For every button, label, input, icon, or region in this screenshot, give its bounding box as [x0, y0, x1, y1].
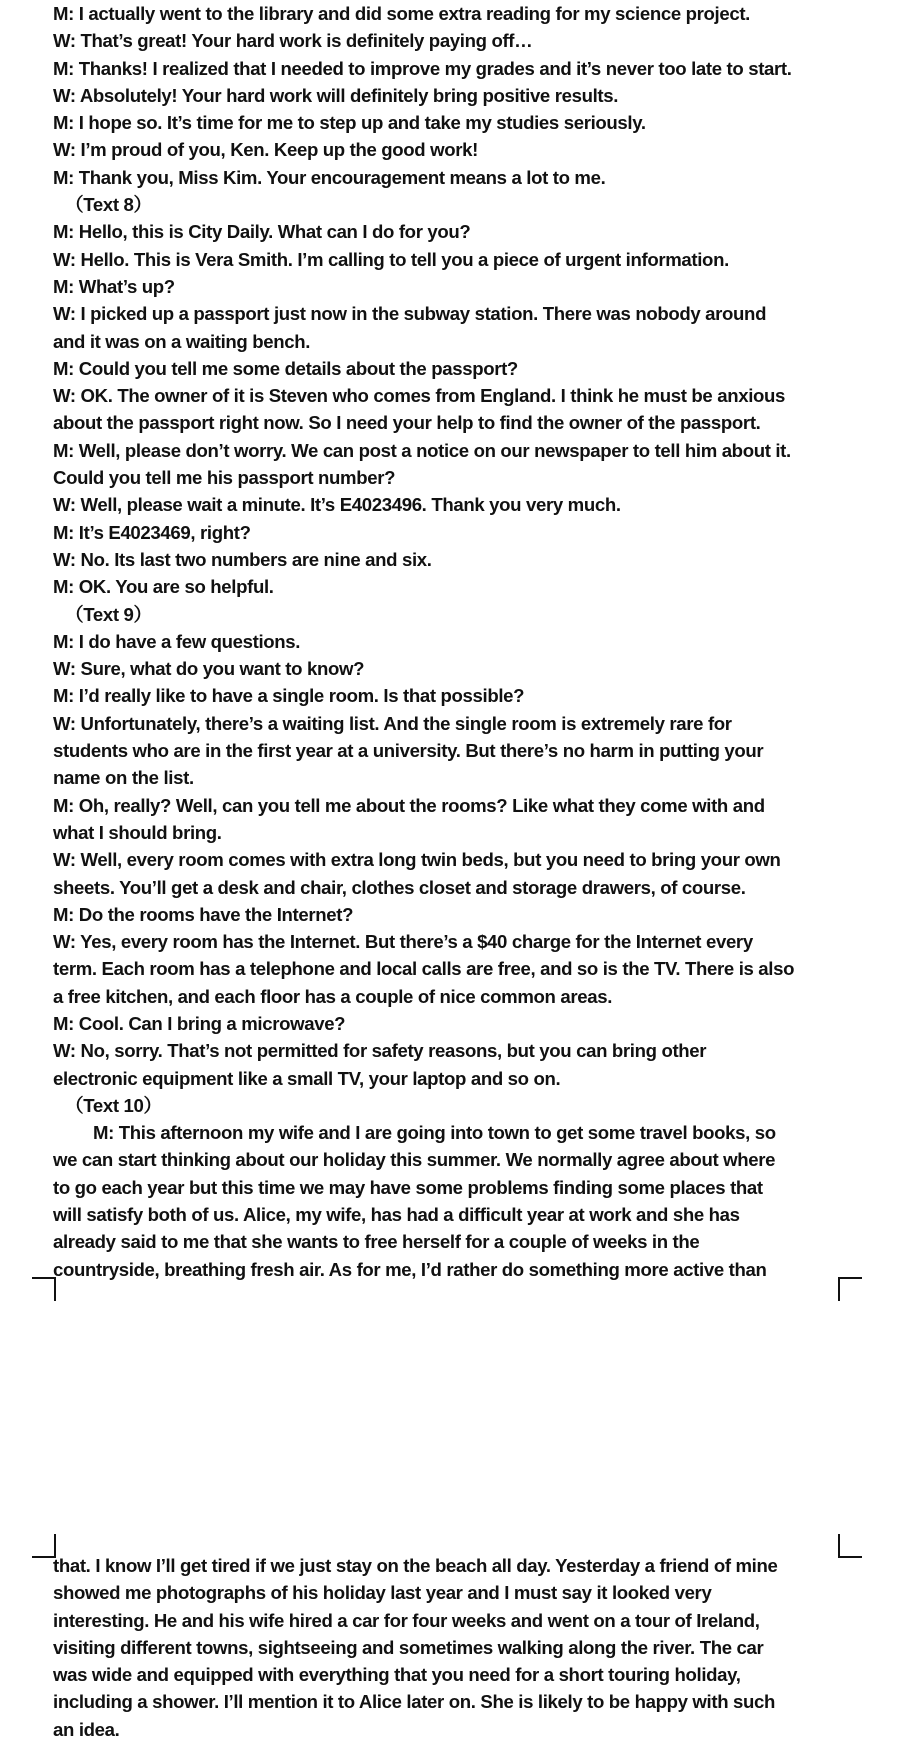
- text-line: M: Do the rooms have the Internet?: [53, 903, 354, 925]
- text-line: M: I hope so. It’s time for me to step up and take my studies seriously.: [53, 112, 646, 134]
- text-line: W: Yes, every room has the Internet. But there’s a $40 charge for the Internet every: [53, 931, 753, 953]
- text-line: countryside, breathing fresh air. As for me, I’d rather do something more active than: [53, 1258, 767, 1280]
- text-line: M: Could you tell me some details about the passport?: [53, 357, 518, 379]
- section-label: （Text 10）: [65, 1094, 162, 1116]
- text-line: M: I do have a few questions.: [53, 630, 301, 652]
- text-line: M: OK. You are so helpful.: [53, 576, 274, 598]
- text-line: term. Each room has a telephone and local calls are free, and so is the TV. There is also: [53, 958, 795, 980]
- text-line: Could you tell me his passport number?: [53, 467, 396, 489]
- text-line: M: I actually went to the library and did some extra reading for my science project.: [53, 3, 750, 24]
- text-line: M: What’s up?: [53, 275, 175, 297]
- text-line: we can start thinking about our holiday this summer. We normally agree about where: [53, 1149, 776, 1171]
- text-line: visiting different towns, sightseeing and sometimes walking along the river. The car: [53, 1636, 764, 1658]
- text-line: W: That’s great! Your hard work is definitely paying off…: [53, 30, 533, 52]
- text-line: M: Oh, really? Well, can you tell me about the rooms? Like what they come with and: [53, 794, 765, 816]
- text-line: M: I’d really like to have a single room. Is that possible?: [53, 685, 525, 707]
- text-line: M: Thank you, Miss Kim. Your encouragement means a lot to me.: [53, 166, 606, 188]
- text-line: W: OK. The owner of it is Steven who comes from England. I think he must be anxious: [53, 385, 786, 407]
- text-line: to go each year but this time we may have some problems finding some places that: [53, 1176, 763, 1198]
- text-line: W: I’m proud of you, Ken. Keep up the good work!: [53, 139, 478, 161]
- text-line: W: No, sorry. That’s not permitted for safety reasons, but you can bring other: [53, 1040, 707, 1062]
- text-line: including a shower. I’ll mention it to Alice later on. She is likely to be happy with such: [53, 1691, 776, 1713]
- text-line: will satisfy both of us. Alice, my wife, has had a difficult year at work and she has: [53, 1204, 740, 1226]
- crop-mark-top-right: [838, 1277, 862, 1301]
- text-line: W: Unfortunately, there’s a waiting list. And the single room is extremely rare for: [53, 712, 732, 734]
- text-line: what I should bring.: [53, 821, 222, 843]
- text-line: W: No. Its last two numbers are nine and six.: [53, 548, 432, 570]
- text-line: that. I know I’ll get tired if we just stay on the beach all day. Yesterday a friend of mine: [53, 1555, 778, 1576]
- text-line: an idea.: [53, 1718, 120, 1740]
- text-line: M: Well, please don’t worry. We can post a notice on our newspaper to tell him about it.: [53, 439, 791, 461]
- transcript-text-top: [53, 0, 883, 1283]
- text-line: W: Well, every room comes with extra long twin beds, but you need to bring your own: [53, 849, 781, 871]
- text-line: W: Hello. This is Vera Smith. I’m calling to tell you a piece of urgent information.: [53, 248, 729, 270]
- text-line: M: It’s E4023469, right?: [53, 521, 251, 543]
- text-line: M: This afternoon my wife and I are going into town to get some travel books, so: [93, 1122, 776, 1144]
- text-line: students who are in the first year at a university. But there’s no harm in putting your: [53, 740, 764, 762]
- text-line: name on the list.: [53, 767, 194, 789]
- crop-mark-top-left: [32, 1277, 56, 1301]
- transcript-text-bottom: [53, 1552, 883, 1743]
- text-line: electronic equipment like a small TV, your laptop and so on.: [53, 1067, 561, 1089]
- text-line: W: Well, please wait a minute. It’s E4023496. Thank you very much.: [53, 494, 621, 516]
- text-line: W: I picked up a passport just now in the subway station. There was nobody around: [53, 303, 767, 325]
- text-line: interesting. He and his wife hired a car for four weeks and went on a tour of Ireland,: [53, 1609, 760, 1631]
- text-line: M: Hello, this is City Daily. What can I do for you?: [53, 221, 471, 243]
- section-label: （Text 9）: [65, 603, 152, 625]
- text-line: and it was on a waiting bench.: [53, 330, 311, 352]
- text-line: a free kitchen, and each floor has a couple of nice common areas.: [53, 985, 613, 1007]
- text-line: sheets. You’ll get a desk and chair, clothes closet and storage drawers, of course.: [53, 876, 746, 898]
- text-line: showed me photographs of his holiday last year and I must say it looked very: [53, 1582, 712, 1604]
- text-line: W: Sure, what do you want to know?: [53, 658, 365, 680]
- text-line: already said to me that she wants to free herself for a couple of weeks in the: [53, 1231, 700, 1253]
- section-label: （Text 8）: [65, 194, 152, 216]
- text-line: W: Absolutely! Your hard work will definitely bring positive results.: [53, 84, 619, 106]
- text-line: was wide and equipped with everything that you need for a short touring holiday,: [53, 1664, 741, 1686]
- text-line: about the passport right now. So I need your help to find the owner of the passport.: [53, 412, 761, 434]
- text-line: M: Thanks! I realized that I needed to improve my grades and it’s never too late to start.: [53, 57, 792, 79]
- text-line: M: Cool. Can I bring a microwave?: [53, 1012, 346, 1034]
